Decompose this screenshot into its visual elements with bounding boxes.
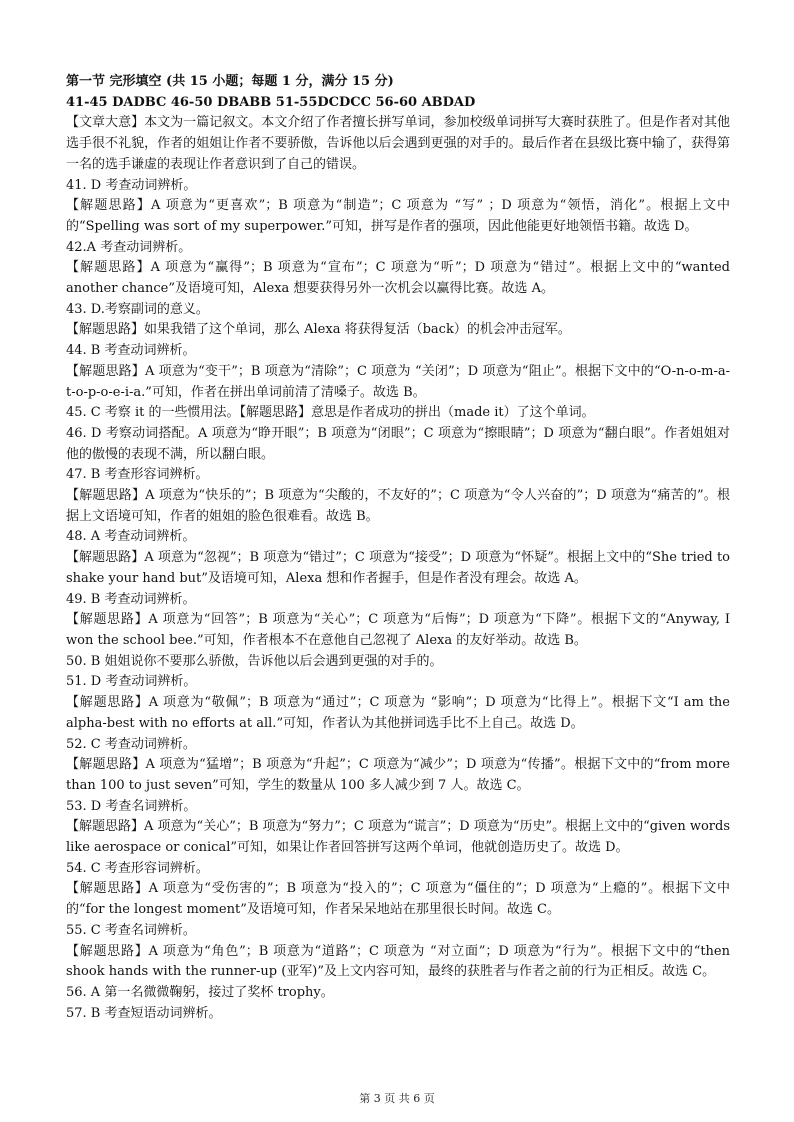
paragraph: 【解题思路】A 项意为“受伤害的”；B 项意为“投入的”；C 项意为“僵住的”；D 项意为“上瘾的”。根据下文中的“for the longest moment”及语境可知，作者呆呆地站在那里很长时间。故选 C。 xyxy=(66,881,730,918)
paragraph: 【解题思路】如果我错了这个单词，那么 Alexa 将获得复活（back）的机会冲击冠军。 xyxy=(66,322,571,338)
paragraph: 41. D 考查动词辨析。 xyxy=(66,177,197,193)
page-number-footer: 第 3 页 共 6 页 xyxy=(359,1092,435,1105)
paragraph: 48. A 考查动词辨析。 xyxy=(66,529,196,545)
paragraph: 【文章大意】本文为一篇记叙文。本文介绍了作者擅长拼写单词，参加校级单词拼写大赛时获胜了。但是作者对其他选手很不礼貌，作者的姐姐让作者不要骄傲，告诉他以后会遇到更强的对手的。最后作者在县级比赛中输了，获得第一名的选手谦虚的表现让作者意识到了自己的错误。 xyxy=(66,115,730,172)
paragraph: 【解题思路】A 项意为“更喜欢”；B 项意为“制造”；C 项意为 “写” ；D 项意为“领悟，消化”。根据上文中的“Spelling was sort of my superpower.”可知，拼写是作者的强项，因此他能更好地领悟书籍。故选 D。 xyxy=(66,198,730,234)
answer-key-line: 41-45 DADBC 46-50 DBABB 51-55DCDCC 56-60 ABDAD xyxy=(66,94,476,110)
paragraph: 【解题思路】A 项意为“猛增”；B 项意为“升起”；C 项意为“减少”；D 项意为“传播”。根据下文中的“from more than 100 to just seven”可知，学生的数量从 100 多人减少到 7 人。故选 C。 xyxy=(66,757,730,793)
paragraph: 47. B 考查形容词辨析。 xyxy=(66,467,209,483)
paragraph: 43. D.考察副词的意义。 xyxy=(66,301,209,317)
page-content xyxy=(66,72,730,1024)
paragraph: 45. C 考察 it 的一些惯用法。【解题思路】意思是作者成功的拼出（made it）了这个单词。 xyxy=(66,405,595,421)
section-title: 第一节 完形填空 (共 15 小题；每题 1 分，满分 15 分) xyxy=(66,74,394,89)
paragraph: 52. C 考查动词辨析。 xyxy=(66,736,196,752)
paragraph: 56. A 第一名微微鞠躬，接过了奖杯 trophy。 xyxy=(66,984,334,1000)
paragraph: 【解题思路】A 项意为“回答”；B 项意为“关心”；C 项意为“后悔”；D 项意为“下降”。根据下文的“Anyway, I won the school bee.”可知，作者根本不在意他自己忽视了 Alexa 的友好举动。故选 B。 xyxy=(66,612,730,648)
paragraph: 【解题思路】A 项意为“变干”；B 项意为“清除”；C 项意为 “关闭”；D 项意为“阻止”。根据下文中的“O-n-o-m-a-t-o-p-o-e-i-a.”可知，作者在拼出单词前清了清嗓子。故选 B。 xyxy=(66,363,730,400)
paragraph: 54. C 考查形容词辨析。 xyxy=(66,860,209,876)
paragraph: 【解题思路】A 项意为“忽视”；B 项意为“错过”；C 项意为“接受”；D 项意为“怀疑”。根据上文中的“She tried to shake your hand but”及语境可知，Alexa 想和作者握手，但是作者没有理会。故选 A。 xyxy=(66,550,730,586)
paragraph: 55. C 考查名词辨析。 xyxy=(66,922,196,938)
paragraph: 【解题思路】A 项意为“快乐的”；B 项意为“尖酸的，不友好的”；C 项意为“令人兴奋的”；D 项意为“痛苦的”。根据上文语境可知，作者的姐姐的脸色很难看。故选 B。 xyxy=(66,488,730,524)
paragraph: 49. B 考查动词辨析。 xyxy=(66,591,196,607)
paragraph: 51. D 考查动词辨析。 xyxy=(66,674,197,690)
paragraph: 42.A 考查动词辨析。 xyxy=(66,239,192,255)
paragraph: 53. D 考查名词辨析。 xyxy=(66,798,197,814)
paragraph: 【解题思路】A 项意为“关心”；B 项意为“努力”；C 项意为“谎言”；D 项意为“历史”。根据上文中的“given words like aerospace or conical”可知，如果让作者回答拼写这两个单词，他就创造历史了。故选 D。 xyxy=(66,819,730,856)
paragraph: 50. B 姐姐说你不要那么骄傲，告诉他以后会遇到更强的对手的。 xyxy=(66,653,443,669)
paragraph: 【解题思路】A 项意为“敬佩”；B 项意为“通过”；C 项意为 “影响”；D 项意为“比得上”。根据下文“I am the alpha-best with no efforts at all.”可知，作者认为其他拼词选手比不上自己。故选 D。 xyxy=(66,695,730,731)
paragraph: 46. D 考察动词搭配。A 项意为“睁开眼”；B 项意为“闭眼”；C 项意为“擦眼睛”；D 项意为“翻白眼”。作者姐姐对他的傲慢的表现不满，所以翻白眼。 xyxy=(66,425,730,462)
paragraph: 44. B 考查动词辨析。 xyxy=(66,343,196,359)
paragraph: 57. B 考查短语动词辨析。 xyxy=(66,1005,222,1021)
paragraph: 【解题思路】A 项意为“赢得”；B 项意为“宣布”；C 项意为“听”；D 项意为“错过”。根据上文中的“wanted another chance”及语境可知，Alexa 想要获得另外一次机会以赢得比赛。故选 A。 xyxy=(66,260,730,297)
paragraph: 【解题思路】A 项意为“角色”；B 项意为“道路”；C 项意为 “对立面”；D 项意为“行为”。根据下文中的“then shook hands with the runner-up (亚军)”及上文内容可知，最终的获胜者与作者之前的行为正相反。故选 C。 xyxy=(66,943,730,980)
